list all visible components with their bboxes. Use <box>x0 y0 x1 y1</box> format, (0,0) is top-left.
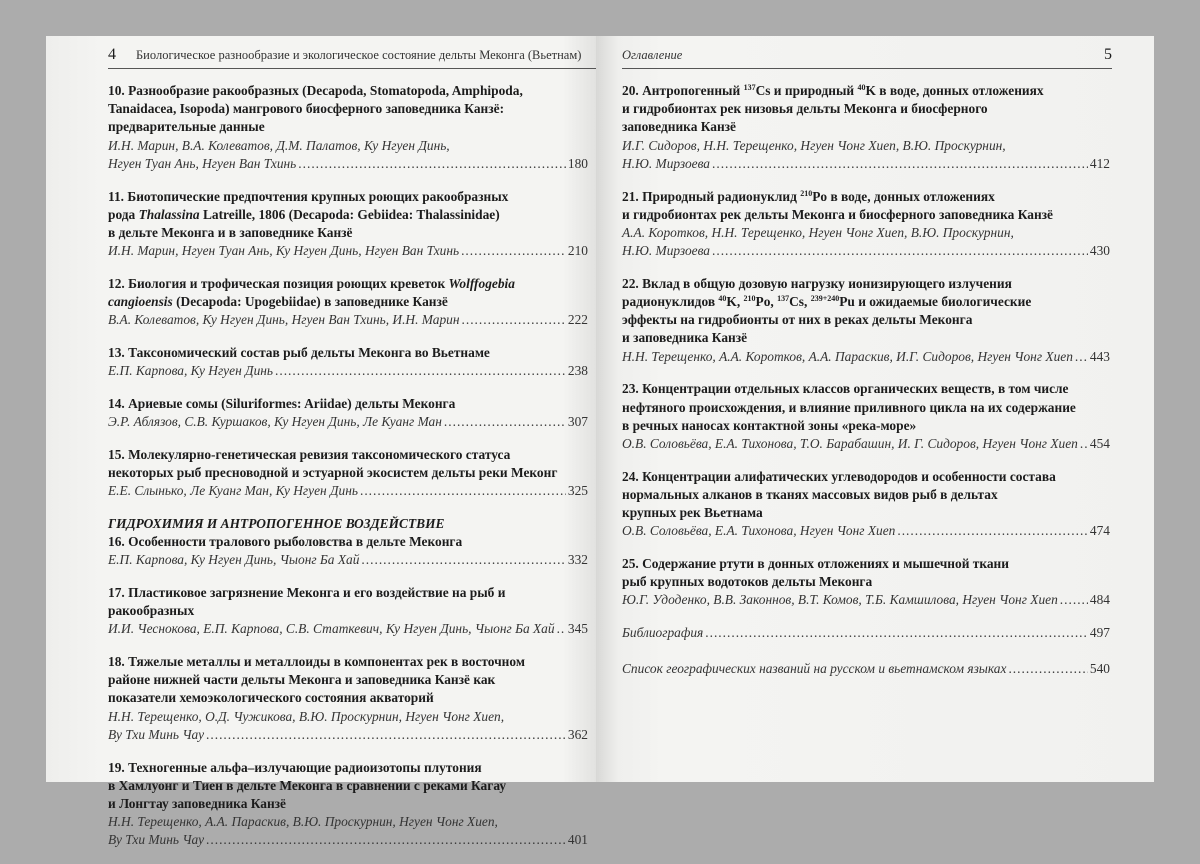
entry-title-line <box>622 311 1110 329</box>
entry-title-line <box>622 188 1110 206</box>
page-ref: 484 <box>1089 592 1110 608</box>
title-segment: нормальных алканов в тканях массовых видов рыб в дельтах <box>622 486 998 502</box>
entry-authors-line <box>108 362 588 380</box>
toc-left <box>108 82 588 864</box>
dot-leader <box>557 620 566 638</box>
page-ref: 497 <box>1089 625 1110 641</box>
entry-title-line <box>622 468 1110 486</box>
page-ref: 238 <box>567 363 588 379</box>
title-segment: 11. Биотопические предпочтения крупных роющих ракообразных <box>108 188 509 204</box>
title-segment: Po, <box>755 294 778 310</box>
title-segment: 19. Техногенные альфа–излучающие радиоизотопы плутония <box>108 759 482 775</box>
title-segment: 24. Концентрации алифатических углеводородов и особенности состава <box>622 468 1056 484</box>
authors-text: Ю.Г. Удоденко, В.В. Законнов, В.Т. Комов, Т.Б. Камшилова, Нгуен Чонг Хиеп <box>622 592 1058 608</box>
entry-authors-line <box>108 708 588 726</box>
entry-authors-line <box>622 624 1110 642</box>
authors-text: Ву Тхи Минь Чау <box>108 832 205 848</box>
entry-authors-line <box>622 591 1110 609</box>
page-ref: 430 <box>1089 243 1110 259</box>
entry-authors-line <box>622 348 1110 366</box>
entry-authors-line <box>622 522 1110 540</box>
entry-authors-line <box>108 155 588 173</box>
title-segment: рода <box>108 206 139 222</box>
title-segment: ракообразных <box>108 603 195 619</box>
entry-title-line <box>108 533 588 551</box>
title-segment: 137 <box>743 83 756 92</box>
page-ref: 412 <box>1089 155 1110 171</box>
entry-authors-line <box>622 660 1110 678</box>
authors-text: Е.П. Карпова, Ку Нгуен Динь, Чыонг Ба Хай <box>108 552 360 568</box>
toc-entry <box>108 395 588 431</box>
title-segment: радионуклидов <box>622 294 719 310</box>
title-segment: крупных рек Вьетнама <box>622 505 763 521</box>
toc-entry <box>622 555 1110 610</box>
right-page-header <box>622 48 1112 69</box>
authors-text: Список географических названий на русском и вьетнамском языках <box>622 661 1007 677</box>
page-number: 5 <box>1104 46 1112 63</box>
toc-entry <box>622 188 1110 261</box>
authors-text: О.В. Соловьёва, Е.А. Тихонова, Нгуен Чонг Хиеп <box>622 523 896 539</box>
dot-leader <box>298 155 566 173</box>
entry-authors-line <box>108 137 588 155</box>
title-segment: показатели хемоэкологического состояния акваторий <box>108 690 434 706</box>
title-segment: 21. Природный радионуклид <box>622 188 801 204</box>
entry-title-line <box>622 399 1110 417</box>
entry-authors-line <box>622 155 1110 173</box>
authors-text: И.Н. Марин, Нгуен Туан Ань, Ку Нгуен Динь, Нгуен Ван Тхинь <box>108 243 460 259</box>
authors-text: Н.Н. Терещенко, А.А. Коротков, А.А. Параскив, И.Г. Сидоров, Нгуен Чонг Хиеп <box>622 348 1073 364</box>
dot-leader <box>361 551 565 569</box>
dot-leader <box>206 831 566 849</box>
dot-leader <box>444 413 566 431</box>
entry-authors-line <box>108 831 588 849</box>
title-segment: Cs и природный <box>755 83 858 98</box>
dot-leader <box>1075 348 1088 366</box>
entry-title-line <box>108 395 588 413</box>
page-ref: 325 <box>567 483 588 499</box>
dot-leader <box>1008 660 1087 678</box>
entry-title-line <box>108 206 588 224</box>
title-segment: в речных наносах контактной зоны «река-море» <box>622 417 917 433</box>
title-segment: районе нижней части дельты Меконга и заповедника Канзё как <box>108 672 496 688</box>
entry-title-line <box>622 486 1110 504</box>
dot-leader <box>360 482 566 500</box>
title-segment: 23. Концентрации отдельных классов органических веществ, в том числе <box>622 381 1069 397</box>
page-ref: 474 <box>1089 523 1110 539</box>
title-segment: рыб крупных водотоков дельты Меконга <box>622 574 873 590</box>
page-ref: 307 <box>567 414 588 430</box>
page-ref: 540 <box>1089 661 1110 677</box>
running-head: Биологическое разнообразие и экологическое состояние дельты Меконга (Вьетнам) <box>136 48 582 62</box>
entry-title-line <box>622 504 1110 522</box>
section-heading: ГИДРОХИМИЯ И АНТРОПОГЕННОЕ ВОЗДЕЙСТВИЕ <box>108 515 445 531</box>
title-segment: предварительные данные <box>108 119 265 135</box>
toc-entry <box>108 584 588 639</box>
entry-authors-line <box>622 224 1110 242</box>
dot-leader <box>275 362 566 380</box>
title-segment: и гидробионтах рек дельты Меконга и биосферного заповедника Канзё <box>622 206 1053 222</box>
title-segment: Po в воде, донных отложениях <box>812 188 995 204</box>
entry-authors-line <box>108 620 588 638</box>
toc-entry <box>108 188 588 261</box>
dot-leader <box>206 726 566 744</box>
title-segment: (Decapoda: Upogebiidae) в заповеднике Канзё <box>172 294 448 310</box>
title-segment: 40 <box>718 294 727 304</box>
entry-title-line <box>622 293 1110 311</box>
authors-text: А.А. Коротков, Н.Н. Терещенко, Нгуен Чонг Хиеп, В.Ю. Проскурнин, <box>622 224 1014 240</box>
entry-title-line <box>622 417 1110 435</box>
title-segment: 137 <box>777 294 790 304</box>
title-segment: некоторых рыб пресноводной и эстуарной экосистем дельты реки Меконг <box>108 464 558 480</box>
title-segment: 25. Содержание ртути в донных отложениях и мышечной ткани <box>622 555 1009 571</box>
dot-leader <box>1080 435 1088 453</box>
entry-title-line <box>108 795 588 813</box>
entry-title-line <box>108 82 588 100</box>
authors-text: О.В. Соловьёва, Е.А. Тихонова, Т.О. Барабашин, И. Г. Сидоров, Нгуен Чонг Хиеп <box>622 435 1078 451</box>
entry-authors-line <box>108 413 588 431</box>
page-ref: 443 <box>1089 348 1110 364</box>
page-ref: 180 <box>567 155 588 171</box>
title-segment: 18. Тяжелые металлы и металлоиды в компонентах рек в восточном <box>108 654 525 670</box>
dot-leader <box>897 522 1088 540</box>
page-ref: 401 <box>567 832 588 848</box>
right-page <box>596 36 1154 782</box>
dot-leader <box>462 311 566 329</box>
authors-text: Е.Е. Слынько, Ле Куанг Ман, Ку Нгуен Динь <box>108 483 358 499</box>
entry-authors-line <box>622 137 1110 155</box>
authors-text: Э.Р. Аблязов, С.В. Куршаков, Ку Нгуен Динь, Ле Куанг Ман <box>108 414 442 430</box>
title-segment: Tanaidacea, Isopoda) мангрового биосферного заповедника Канзё: <box>108 101 505 117</box>
dot-leader <box>712 155 1088 173</box>
title-segment: 210 <box>743 294 756 304</box>
authors-text: В.А. Колеватов, Ку Нгуен Динь, Нгуен Ван Тхинь, И.Н. Марин <box>108 312 460 328</box>
toc-entry <box>108 759 588 850</box>
entry-title-line <box>108 188 588 206</box>
dot-leader <box>461 242 566 260</box>
page-ref: 222 <box>567 312 588 328</box>
entry-title-line <box>622 329 1110 347</box>
entry-title-line <box>622 380 1110 398</box>
toc-entry <box>622 82 1110 173</box>
entry-title-line <box>108 689 588 707</box>
title-segment: cangioensis <box>108 294 173 310</box>
title-segment: Latreille, 1806 (Decapoda: Gebiidea: Thalassinidae) <box>199 206 500 222</box>
title-segment: 20. Антропогенный <box>622 83 744 98</box>
title-segment: 40 <box>857 83 866 92</box>
toc-entry <box>622 380 1110 453</box>
entry-title-line <box>622 275 1110 293</box>
title-segment: и гидробионтах рек низовья дельты Меконга и биосферного <box>622 101 988 117</box>
title-segment: K, <box>726 294 744 310</box>
entry-authors-line <box>108 551 588 569</box>
toc-right <box>622 82 1110 696</box>
entry-authors-line <box>108 311 588 329</box>
entry-authors-line <box>108 482 588 500</box>
authors-text: Нгуен Туан Ань, Нгуен Ван Тхинь <box>108 155 297 171</box>
authors-text: Н.Ю. Мирзоева <box>622 155 711 171</box>
authors-text: Библиография <box>622 625 704 641</box>
toc-entry <box>108 446 588 501</box>
title-segment: 239+240 <box>810 294 840 304</box>
authors-text: И.Н. Марин, В.А. Колеватов, Д.М. Палатов, Ку Нгуен Динь, <box>108 137 450 153</box>
toc-entry <box>108 344 588 380</box>
entry-title-line <box>108 464 588 482</box>
entry-title-line <box>622 555 1110 573</box>
page-ref: 210 <box>567 243 588 259</box>
title-segment: 13. Таксономический состав рыб дельты Меконга во Вьетнаме <box>108 344 490 360</box>
entry-title-line <box>108 777 588 795</box>
entry-title-line <box>108 344 588 362</box>
authors-text: Н.Н. Терещенко, А.А. Параскив, В.Ю. Проскурнин, Нгуен Чонг Хиеп, <box>108 814 498 830</box>
dot-leader <box>705 624 1088 642</box>
entry-title-line <box>108 653 588 671</box>
authors-text: Н.Ю. Мирзоева <box>622 243 711 259</box>
page-ref: 332 <box>567 552 588 568</box>
entry-title-line <box>108 602 588 620</box>
authors-text: Ву Тхи Минь Чау <box>108 726 205 742</box>
running-head: Оглавление <box>622 48 683 62</box>
title-segment: 210 <box>800 188 813 198</box>
toc-entry <box>622 660 1110 678</box>
entry-authors-line <box>622 435 1110 453</box>
entry-title-line <box>622 206 1110 224</box>
authors-text: И.Г. Сидоров, Н.Н. Терещенко, Нгуен Чонг Хиеп, В.Ю. Проскурнин, <box>622 137 1006 153</box>
toc-entry <box>108 653 588 744</box>
page-ref: 454 <box>1089 435 1110 451</box>
title-segment: 10. Разнообразие ракообразных (Decapoda, Stomatopoda, Amphipoda, <box>108 83 523 98</box>
title-segment: 17. Пластиковое загрязнение Меконга и его воздействие на рыб и <box>108 584 506 600</box>
entry-title-line <box>622 82 1110 100</box>
authors-text: И.И. Чеснокова, Е.П. Карпова, С.В. Статкевич, Ку Нгуен Динь, Чыонг Ба Хай <box>108 621 555 637</box>
title-segment: 15. Молекулярно-генетическая ревизия таксономического статуса <box>108 446 511 462</box>
title-segment: K в воде, донных отложениях <box>865 83 1044 98</box>
entry-title-line <box>622 100 1110 118</box>
title-segment: Thalassina <box>138 206 200 222</box>
entry-title-line <box>108 118 588 136</box>
toc-entry <box>108 533 588 569</box>
left-page-header <box>108 48 596 69</box>
title-segment: нефтяного происхождения, и влияние приливного цикла на их содержание <box>622 399 1076 415</box>
entry-title-line <box>622 573 1110 591</box>
entry-title-line <box>108 584 588 602</box>
title-segment: в Хамлуонг и Тиен в дельте Меконга в сравнении с реками Кагау <box>108 777 507 793</box>
title-segment: и заповедника Канзё <box>622 330 748 346</box>
left-page <box>46 36 596 848</box>
toc-entry <box>108 275 588 330</box>
entry-authors-line <box>108 813 588 831</box>
entry-title-line <box>108 293 588 311</box>
page-number: 4 <box>108 46 116 63</box>
title-segment: эффекты на гидробионты от них в реках дельты Меконга <box>622 312 973 328</box>
toc-entry <box>622 275 1110 366</box>
title-segment: и Лонгтау заповедника Канзё <box>108 796 286 811</box>
title-segment: 22. Вклад в общую дозовую нагрузку ионизирующего излучения <box>622 275 1012 291</box>
dot-leader <box>1060 591 1088 609</box>
toc-entry <box>622 468 1110 541</box>
page-ref: 345 <box>567 621 588 637</box>
entry-title-line <box>108 100 588 118</box>
entry-title-line <box>108 671 588 689</box>
page-ref: 362 <box>567 726 588 742</box>
toc-entry <box>108 82 588 173</box>
title-segment: Wolffogebia <box>448 275 515 291</box>
entry-title-line <box>108 275 588 293</box>
toc-entry <box>622 624 1110 642</box>
entry-title-line <box>622 118 1110 136</box>
title-segment: 14. Ариевые сомы (Siluriformes: Ariidae) дельты Меконга <box>108 395 456 411</box>
entry-title-line <box>108 759 588 777</box>
dot-leader <box>712 242 1088 260</box>
entry-authors-line <box>108 726 588 744</box>
entry-title-line <box>108 224 588 242</box>
title-segment: заповедника Канзё <box>622 119 737 135</box>
title-segment: в дельте Меконга и в заповеднике Канзё <box>108 224 353 240</box>
title-segment: Pu и ожидаемые биологические <box>839 294 1032 310</box>
entry-title-line <box>108 446 588 464</box>
authors-text: Н.Н. Терещенко, О.Д. Чужикова, В.Ю. Проскурнин, Нгуен Чонг Хиеп, <box>108 708 505 724</box>
title-segment: 12. Биология и трофическая позиция роющих креветок <box>108 275 449 291</box>
title-segment: Cs, <box>789 294 811 310</box>
title-segment: 16. Особенности тралового рыболовства в дельте Меконга <box>108 534 463 550</box>
entry-authors-line <box>108 242 588 260</box>
authors-text: Е.П. Карпова, Ку Нгуен Динь <box>108 363 274 379</box>
entry-authors-line <box>622 242 1110 260</box>
